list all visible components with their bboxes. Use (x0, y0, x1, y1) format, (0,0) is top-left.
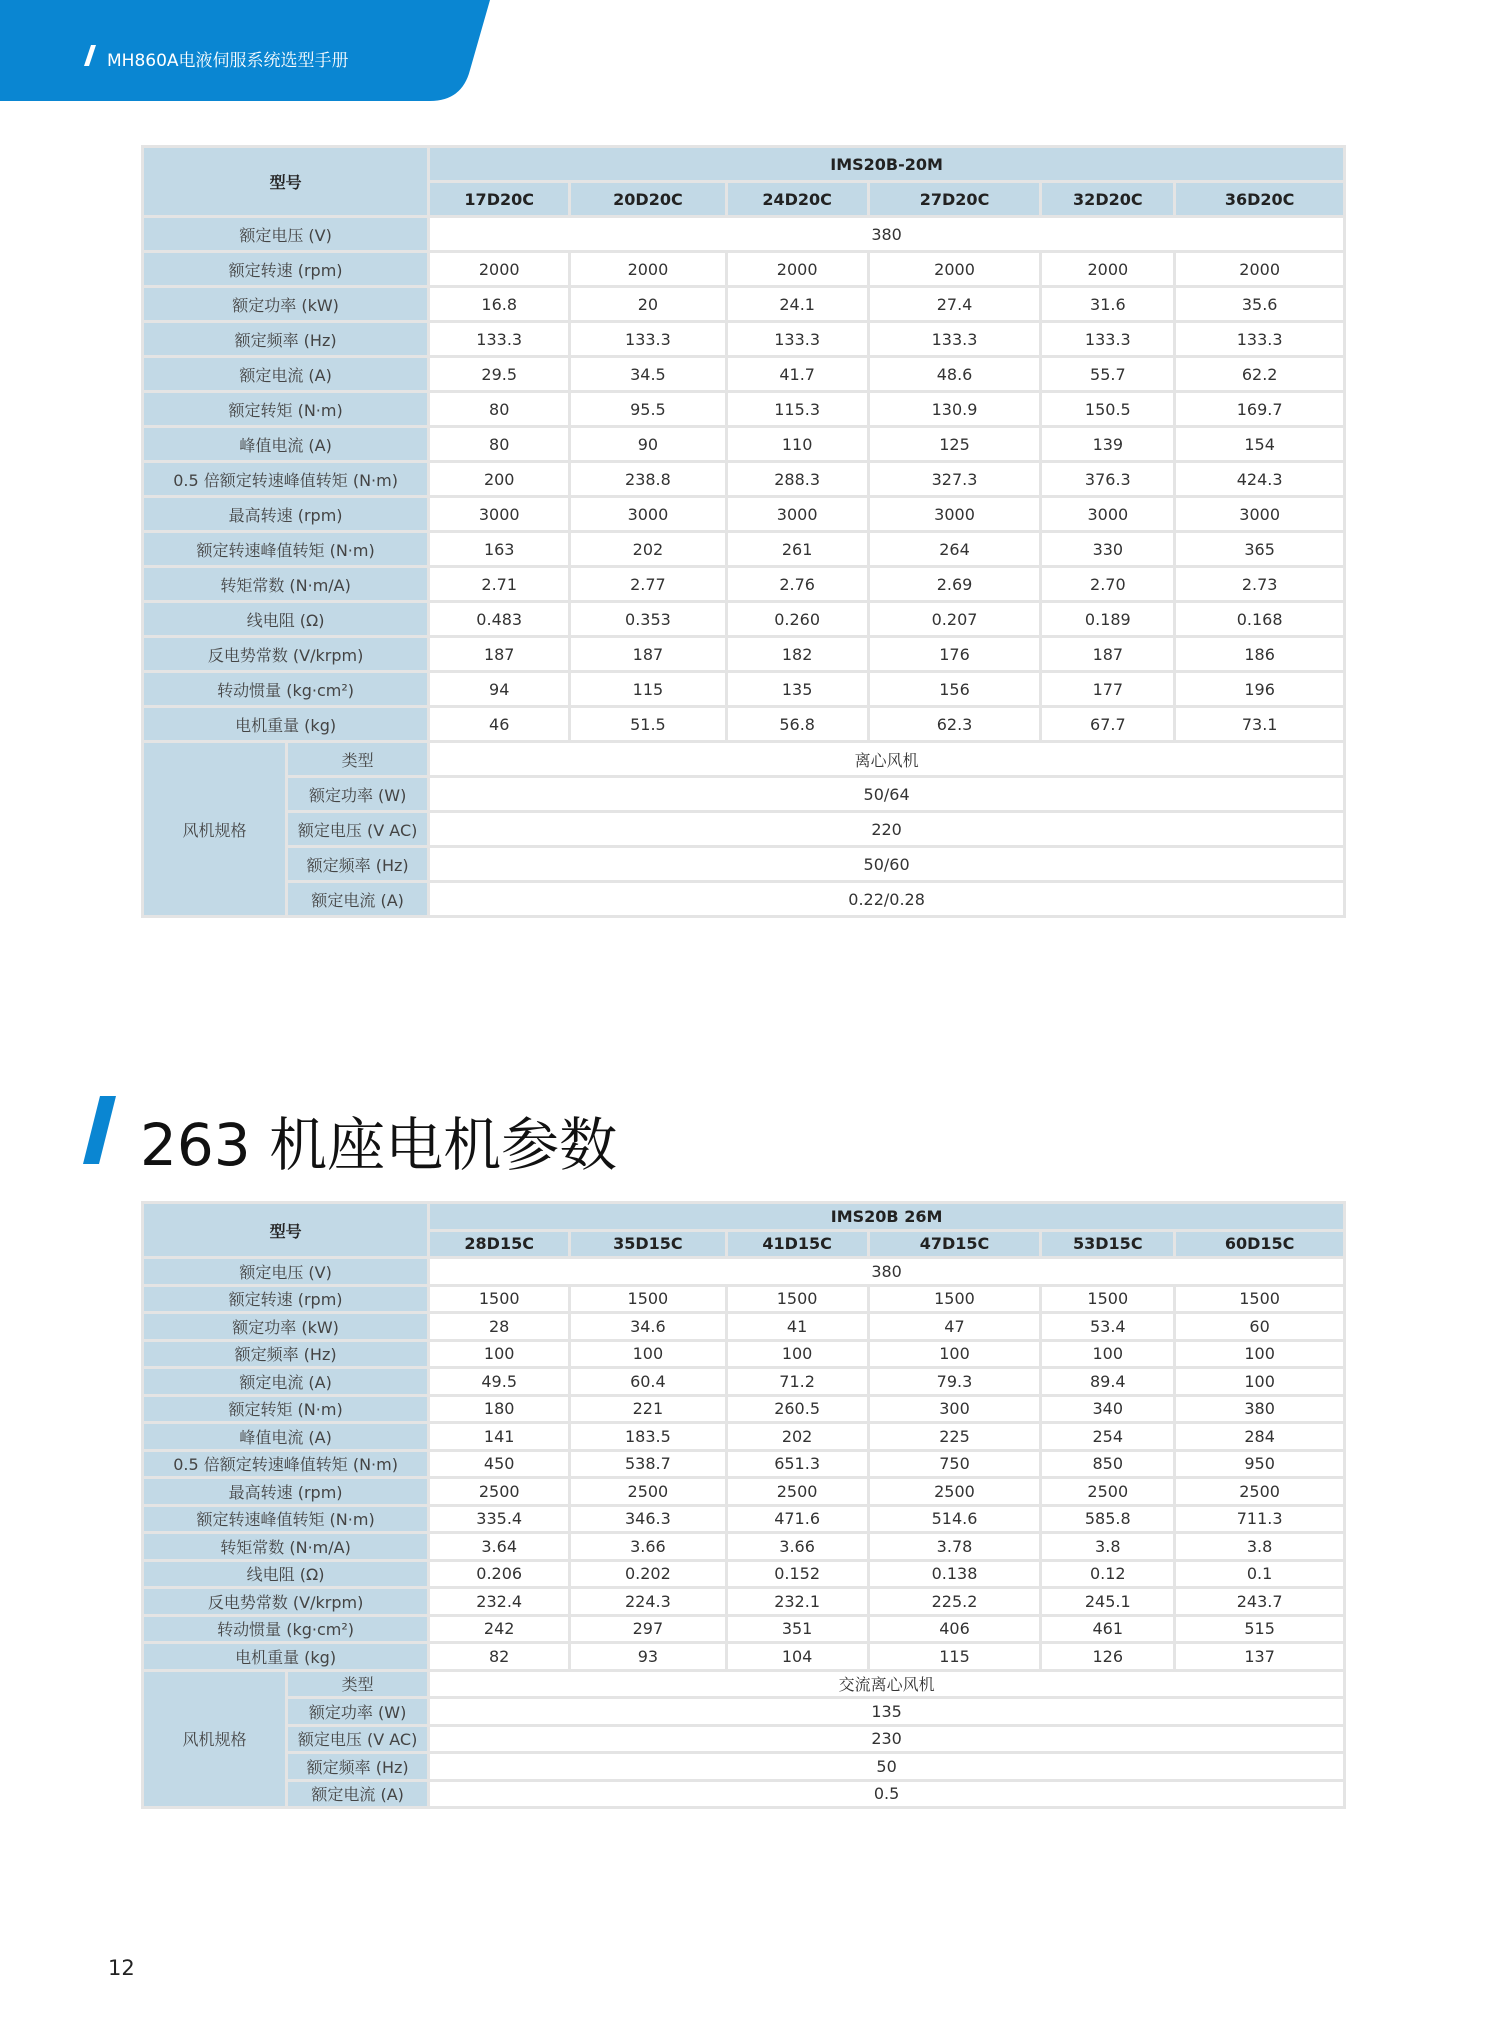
cell-value: 380 (1175, 1395, 1345, 1423)
row-label: 额定电压 (V) (143, 1258, 429, 1286)
fan-row (143, 812, 1345, 847)
cell-value: 180 (429, 1395, 570, 1423)
table-row (143, 1533, 1345, 1561)
table-row (143, 672, 1345, 707)
cell-value: 169.7 (1175, 392, 1345, 427)
cell-value: 461 (1041, 1615, 1175, 1643)
row-label: 转矩常数 (N·m/A) (143, 1533, 429, 1561)
cell-value: 82 (429, 1643, 570, 1671)
cell-value: 2500 (1041, 1478, 1175, 1506)
cell-value: 35.6 (1175, 287, 1345, 322)
row-label: 额定转矩 (N·m) (143, 392, 429, 427)
row-label: 线电阻 (Ω) (143, 1560, 429, 1588)
row-label: 额定电流 (A) (143, 357, 429, 392)
cell-value: 150.5 (1041, 392, 1175, 427)
cell-value: 2.71 (429, 567, 570, 602)
cell-value: 115 (868, 1643, 1041, 1671)
cell-value: 3000 (868, 497, 1041, 532)
cell-value: 0.207 (868, 602, 1041, 637)
cell-value: 80 (429, 392, 570, 427)
cell-value: 232.1 (726, 1588, 868, 1616)
fan-row-label: 额定功率 (W) (287, 777, 429, 812)
fan-value: 0.22/0.28 (429, 882, 1345, 917)
cell-value: 1500 (570, 1285, 726, 1313)
cell-value: 24.1 (726, 287, 868, 322)
cell-value: 538.7 (570, 1450, 726, 1478)
cell-value: 3.8 (1175, 1533, 1345, 1561)
cell-value: 100 (429, 1340, 570, 1368)
fan-row (143, 777, 1345, 812)
cell-value: 224.3 (570, 1588, 726, 1616)
cell-value: 2.76 (726, 567, 868, 602)
cell-value: 110 (726, 427, 868, 462)
table-row (143, 1615, 1345, 1643)
row-label: 峰值电流 (A) (143, 1423, 429, 1451)
cell-value: 3000 (570, 497, 726, 532)
cell-value: 2000 (868, 252, 1041, 287)
cell-value: 141 (429, 1423, 570, 1451)
row-label: 0.5 倍额定转速峰值转矩 (N·m) (143, 1450, 429, 1478)
table-row (143, 1450, 1345, 1478)
fan-row (143, 1698, 1345, 1726)
fan-value: 0.5 (429, 1780, 1345, 1808)
cell-value: 177 (1041, 672, 1175, 707)
cell-value: 514.6 (868, 1505, 1041, 1533)
cell-value: 297 (570, 1615, 726, 1643)
fan-group-label: 风机规格 (143, 1670, 287, 1808)
table-row (143, 532, 1345, 567)
cell-value: 335.4 (429, 1505, 570, 1533)
cell-value: 850 (1041, 1450, 1175, 1478)
table-row (143, 427, 1345, 462)
cell-value: 351 (726, 1615, 868, 1643)
fan-row (143, 882, 1345, 917)
cell-value: 0.12 (1041, 1560, 1175, 1588)
table-row (143, 567, 1345, 602)
section-slash-icon (82, 1094, 122, 1166)
table-row (143, 392, 1345, 427)
section-title: 263 机座电机参数 (140, 1111, 618, 1179)
cell-value: 125 (868, 427, 1041, 462)
cell-value: 31.6 (1041, 287, 1175, 322)
row-label: 最高转速 (rpm) (143, 497, 429, 532)
cell-value: 288.3 (726, 462, 868, 497)
model-label: 型号 (143, 1203, 429, 1258)
cell-value: 93 (570, 1643, 726, 1671)
model-header: 17D20C (429, 182, 570, 217)
cell-value: 221 (570, 1395, 726, 1423)
cell-value: 327.3 (868, 462, 1041, 497)
table-row (143, 1313, 1345, 1341)
row-label: 反电势常数 (V/krpm) (143, 637, 429, 672)
cell-value: 424.3 (1175, 462, 1345, 497)
cell-value: 80 (429, 427, 570, 462)
cell-value: 130.9 (868, 392, 1041, 427)
fan-value: 220 (429, 812, 1345, 847)
cell-value: 238.8 (570, 462, 726, 497)
cell-value: 196 (1175, 672, 1345, 707)
cell-value: 139 (1041, 427, 1175, 462)
cell-value: 0.1 (1175, 1560, 1345, 1588)
cell-value: 2.73 (1175, 567, 1345, 602)
cell-value: 284 (1175, 1423, 1345, 1451)
cell-value: 202 (726, 1423, 868, 1451)
row-label: 0.5 倍额定转速峰值转矩 (N·m) (143, 462, 429, 497)
fan-row (143, 742, 1345, 777)
fan-value: 230 (429, 1725, 1345, 1753)
model-label: 型号 (143, 147, 429, 217)
cell-value: 94 (429, 672, 570, 707)
cell-value: 133.3 (1041, 322, 1175, 357)
cell-value: 711.3 (1175, 1505, 1345, 1533)
fan-row-label: 额定功率 (W) (287, 1698, 429, 1726)
model-header: 27D20C (868, 182, 1041, 217)
model-header: 47D15C (868, 1230, 1041, 1258)
fan-row (143, 1670, 1345, 1698)
cell-value: 380 (429, 217, 1345, 252)
model-header: 53D15C (1041, 1230, 1175, 1258)
fan-row-label: 额定频率 (Hz) (287, 847, 429, 882)
cell-value: 126 (1041, 1643, 1175, 1671)
cell-value: 100 (868, 1340, 1041, 1368)
cell-value: 254 (1041, 1423, 1175, 1451)
fan-value: 50 (429, 1753, 1345, 1781)
cell-value: 2000 (1041, 252, 1175, 287)
cell-value: 1500 (1175, 1285, 1345, 1313)
table-row (143, 1560, 1345, 1588)
cell-value: 176 (868, 637, 1041, 672)
cell-value: 28 (429, 1313, 570, 1341)
cell-value: 53.4 (1041, 1313, 1175, 1341)
fan-row (143, 1725, 1345, 1753)
model-header: 36D20C (1175, 182, 1345, 217)
table-row (143, 1340, 1345, 1368)
cell-value: 89.4 (1041, 1368, 1175, 1396)
cell-value: 56.8 (726, 707, 868, 742)
row-label: 额定功率 (kW) (143, 1313, 429, 1341)
cell-value: 200 (429, 462, 570, 497)
cell-value: 2500 (726, 1478, 868, 1506)
cell-value: 0.189 (1041, 602, 1175, 637)
cell-value: 471.6 (726, 1505, 868, 1533)
cell-value: 29.5 (429, 357, 570, 392)
series-name: IMS20B-20M (429, 147, 1345, 182)
cell-value: 242 (429, 1615, 570, 1643)
header-title: MH860A电液伺服系统选型手册 (107, 51, 349, 71)
cell-value: 133.3 (429, 322, 570, 357)
model-header: 41D15C (726, 1230, 868, 1258)
row-label: 额定转矩 (N·m) (143, 1395, 429, 1423)
table-row (143, 357, 1345, 392)
series-name: IMS20B 26M (429, 1203, 1345, 1231)
cell-value: 3.78 (868, 1533, 1041, 1561)
cell-value: 46 (429, 707, 570, 742)
table-row (143, 707, 1345, 742)
fan-value: 交流离心风机 (429, 1670, 1345, 1698)
cell-value: 1500 (1041, 1285, 1175, 1313)
fan-value: 离心风机 (429, 742, 1345, 777)
cell-value: 100 (1041, 1340, 1175, 1368)
table-row (143, 462, 1345, 497)
model-header: 35D15C (570, 1230, 726, 1258)
cell-value: 60 (1175, 1313, 1345, 1341)
cell-value: 950 (1175, 1450, 1345, 1478)
cell-value: 365 (1175, 532, 1345, 567)
cell-value: 260.5 (726, 1395, 868, 1423)
cell-value: 20 (570, 287, 726, 322)
cell-value: 585.8 (1041, 1505, 1175, 1533)
row-label: 电机重量 (kg) (143, 707, 429, 742)
cell-value: 90 (570, 427, 726, 462)
cell-value: 133.3 (570, 322, 726, 357)
row-label: 峰值电流 (A) (143, 427, 429, 462)
cell-value: 232.4 (429, 1588, 570, 1616)
cell-value: 27.4 (868, 287, 1041, 322)
cell-value: 515 (1175, 1615, 1345, 1643)
cell-value: 186 (1175, 637, 1345, 672)
row-label: 额定功率 (kW) (143, 287, 429, 322)
cell-value: 62.2 (1175, 357, 1345, 392)
cell-value: 245.1 (1041, 1588, 1175, 1616)
cell-value: 55.7 (1041, 357, 1175, 392)
cell-value: 651.3 (726, 1450, 868, 1478)
cell-value: 0.138 (868, 1560, 1041, 1588)
row-label: 转矩常数 (N·m/A) (143, 567, 429, 602)
row-label: 额定电压 (V) (143, 217, 429, 252)
cell-value: 71.2 (726, 1368, 868, 1396)
cell-value: 183.5 (570, 1423, 726, 1451)
fan-row-label: 类型 (287, 1670, 429, 1698)
cell-value: 202 (570, 532, 726, 567)
cell-value: 182 (726, 637, 868, 672)
cell-value: 0.168 (1175, 602, 1345, 637)
row-label: 额定频率 (Hz) (143, 1340, 429, 1368)
cell-value: 261 (726, 532, 868, 567)
row-label: 线电阻 (Ω) (143, 602, 429, 637)
cell-value: 2000 (726, 252, 868, 287)
table-row (143, 1588, 1345, 1616)
cell-value: 750 (868, 1450, 1041, 1478)
row-label: 转动惯量 (kg·cm²) (143, 672, 429, 707)
page-number: 12 (108, 1956, 135, 1980)
cell-value: 1500 (868, 1285, 1041, 1313)
cell-value: 346.3 (570, 1505, 726, 1533)
cell-value: 243.7 (1175, 1588, 1345, 1616)
cell-value: 2000 (1175, 252, 1345, 287)
cell-value: 115.3 (726, 392, 868, 427)
cell-value: 133.3 (1175, 322, 1345, 357)
fan-group-label: 风机规格 (143, 742, 287, 917)
cell-value: 100 (726, 1340, 868, 1368)
cell-value: 115 (570, 672, 726, 707)
cell-value: 2.70 (1041, 567, 1175, 602)
cell-value: 104 (726, 1643, 868, 1671)
row-label: 额定转速峰值转矩 (N·m) (143, 532, 429, 567)
table-row (143, 1285, 1345, 1313)
fan-row-label: 额定电流 (A) (287, 882, 429, 917)
cell-value: 2.77 (570, 567, 726, 602)
table-row (143, 1505, 1345, 1533)
table-row (143, 1423, 1345, 1451)
table-row (143, 217, 1345, 252)
cell-value: 2.69 (868, 567, 1041, 602)
cell-value: 133.3 (726, 322, 868, 357)
cell-value: 62.3 (868, 707, 1041, 742)
cell-value: 264 (868, 532, 1041, 567)
cell-value: 3.64 (429, 1533, 570, 1561)
table-row (143, 252, 1345, 287)
fan-value: 135 (429, 1698, 1345, 1726)
fan-row-label: 类型 (287, 742, 429, 777)
cell-value: 163 (429, 532, 570, 567)
cell-value: 187 (570, 637, 726, 672)
row-label: 额定电流 (A) (143, 1368, 429, 1396)
cell-value: 100 (570, 1340, 726, 1368)
model-header: 24D20C (726, 182, 868, 217)
cell-value: 225.2 (868, 1588, 1041, 1616)
fan-row (143, 1780, 1345, 1808)
table-row (143, 322, 1345, 357)
cell-value: 2500 (868, 1478, 1041, 1506)
table-row (143, 497, 1345, 532)
cell-value: 3000 (726, 497, 868, 532)
table-row (143, 1368, 1345, 1396)
cell-value: 3.8 (1041, 1533, 1175, 1561)
fan-row (143, 1753, 1345, 1781)
fan-value: 50/64 (429, 777, 1345, 812)
cell-value: 137 (1175, 1643, 1345, 1671)
cell-value: 300 (868, 1395, 1041, 1423)
cell-value: 154 (1175, 427, 1345, 462)
row-label: 额定转速 (rpm) (143, 252, 429, 287)
cell-value: 2000 (429, 252, 570, 287)
cell-value: 95.5 (570, 392, 726, 427)
cell-value: 2500 (1175, 1478, 1345, 1506)
row-label: 电机重量 (kg) (143, 1643, 429, 1671)
fan-row-label: 额定频率 (Hz) (287, 1753, 429, 1781)
cell-value: 48.6 (868, 357, 1041, 392)
cell-value: 2000 (570, 252, 726, 287)
cell-value: 1500 (726, 1285, 868, 1313)
cell-value: 16.8 (429, 287, 570, 322)
row-label: 额定转速峰值转矩 (N·m) (143, 1505, 429, 1533)
cell-value: 3000 (1041, 497, 1175, 532)
cell-value: 380 (429, 1258, 1345, 1286)
cell-value: 100 (1175, 1340, 1345, 1368)
cell-value: 49.5 (429, 1368, 570, 1396)
table-row (143, 287, 1345, 322)
cell-value: 2500 (570, 1478, 726, 1506)
table-row (143, 1478, 1345, 1506)
cell-value: 0.483 (429, 602, 570, 637)
cell-value: 41 (726, 1313, 868, 1341)
cell-value: 225 (868, 1423, 1041, 1451)
cell-value: 0.260 (726, 602, 868, 637)
fan-row-label: 额定电压 (V AC) (287, 812, 429, 847)
cell-value: 34.5 (570, 357, 726, 392)
table-row (143, 637, 1345, 672)
row-label: 转动惯量 (kg·cm²) (143, 1615, 429, 1643)
cell-value: 187 (429, 637, 570, 672)
row-label: 额定频率 (Hz) (143, 322, 429, 357)
cell-value: 3.66 (726, 1533, 868, 1561)
cell-value: 450 (429, 1450, 570, 1478)
model-header: 28D15C (429, 1230, 570, 1258)
cell-value: 79.3 (868, 1368, 1041, 1396)
fan-row-label: 额定电流 (A) (287, 1780, 429, 1808)
cell-value: 406 (868, 1615, 1041, 1643)
row-label: 反电势常数 (V/krpm) (143, 1588, 429, 1616)
cell-value: 133.3 (868, 322, 1041, 357)
table-row (143, 1258, 1345, 1286)
cell-value: 73.1 (1175, 707, 1345, 742)
cell-value: 376.3 (1041, 462, 1175, 497)
cell-value: 340 (1041, 1395, 1175, 1423)
model-header: 32D20C (1041, 182, 1175, 217)
spec-table-1 (141, 145, 1346, 918)
cell-value: 34.6 (570, 1313, 726, 1341)
cell-value: 0.353 (570, 602, 726, 637)
row-label: 额定转速 (rpm) (143, 1285, 429, 1313)
model-header: 60D15C (1175, 1230, 1345, 1258)
cell-value: 187 (1041, 637, 1175, 672)
cell-value: 330 (1041, 532, 1175, 567)
cell-value: 3000 (429, 497, 570, 532)
cell-value: 3.66 (570, 1533, 726, 1561)
cell-value: 156 (868, 672, 1041, 707)
spec-table-2 (141, 1201, 1346, 1809)
cell-value: 1500 (429, 1285, 570, 1313)
fan-row-label: 额定电压 (V AC) (287, 1725, 429, 1753)
table-row (143, 602, 1345, 637)
cell-value: 0.206 (429, 1560, 570, 1588)
cell-value: 60.4 (570, 1368, 726, 1396)
cell-value: 47 (868, 1313, 1041, 1341)
table-row (143, 1643, 1345, 1671)
table-row (143, 1395, 1345, 1423)
cell-value: 0.202 (570, 1560, 726, 1588)
cell-value: 2500 (429, 1478, 570, 1506)
cell-value: 3000 (1175, 497, 1345, 532)
model-header: 20D20C (570, 182, 726, 217)
fan-row (143, 847, 1345, 882)
cell-value: 0.152 (726, 1560, 868, 1588)
cell-value: 51.5 (570, 707, 726, 742)
cell-value: 135 (726, 672, 868, 707)
row-label: 最高转速 (rpm) (143, 1478, 429, 1506)
cell-value: 67.7 (1041, 707, 1175, 742)
fan-value: 50/60 (429, 847, 1345, 882)
cell-value: 41.7 (726, 357, 868, 392)
cell-value: 100 (1175, 1368, 1345, 1396)
